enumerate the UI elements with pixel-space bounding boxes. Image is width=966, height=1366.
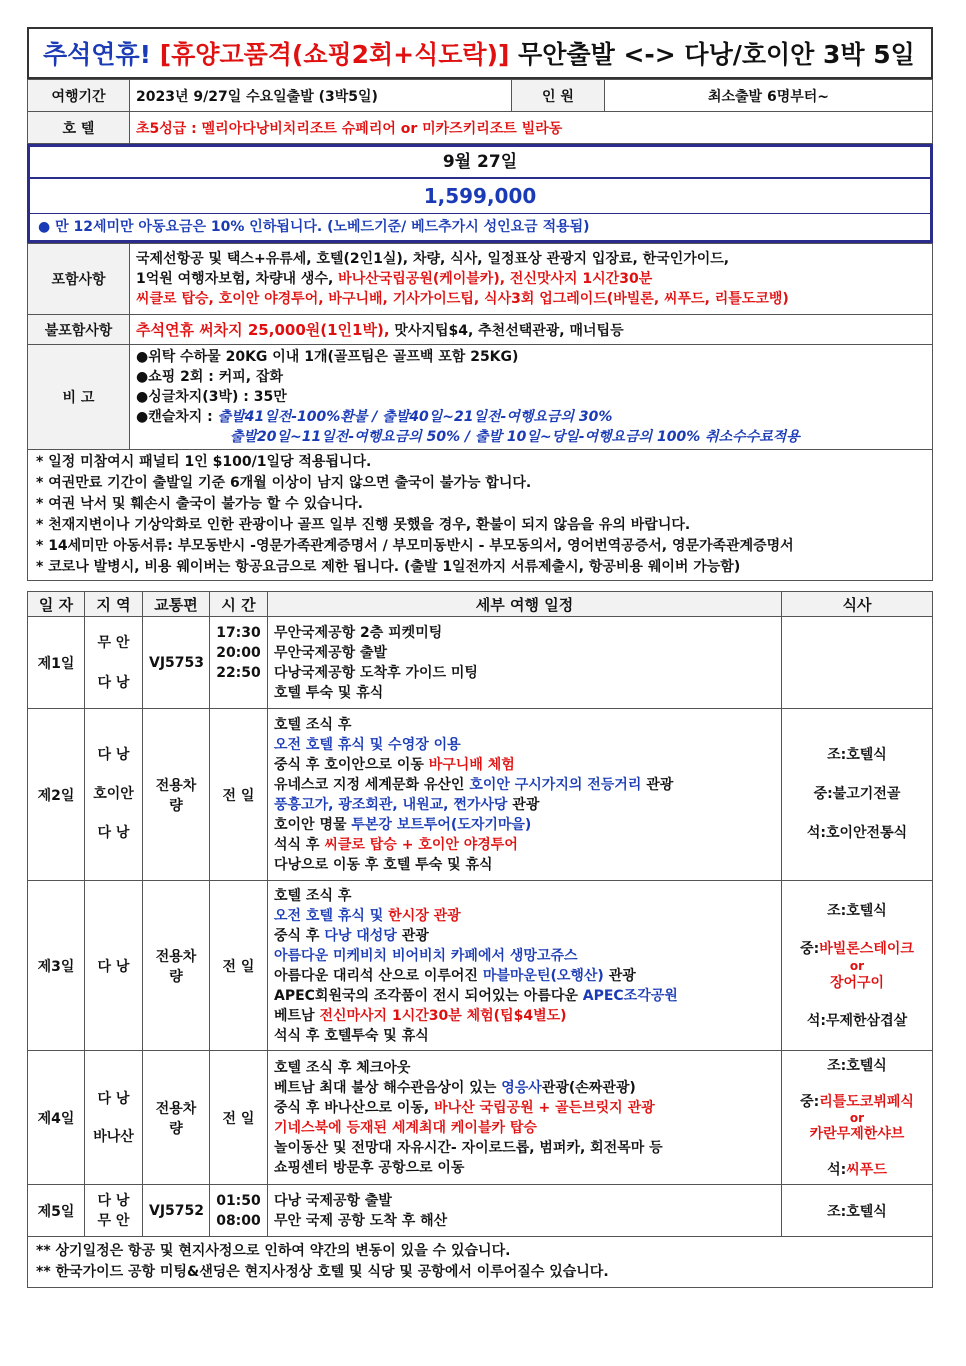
- itinerary-document: [27, 27, 933, 1288]
- notice-item: * 천재지변이나 기상악화로 인한 관광이나 골프 일부 진행 못했을 경우, 환불이 되지 않음을 유의 바랍니다.: [36, 517, 691, 533]
- remarks-label: 비 고: [28, 345, 130, 450]
- day-label: 제1일: [28, 617, 85, 709]
- excluded-label: 불포함사항: [28, 315, 130, 345]
- notice-item: * 코로나 발병시, 비용 웨이버는 항공요금으로 제한 됩니다. (출발 1일전까지 서류제출시, 항공비용 웨이버 가능함): [36, 559, 741, 575]
- hotel-value: 초5성급 : 멜리아다낭비치리조트 슈페리어 or 미카즈키리조트 빌라동: [130, 112, 933, 144]
- day-label: 제3일: [28, 881, 85, 1051]
- meal: 조:호텔식 중:리틀도코뷔페식 or 카란무제한샤브 석:씨푸드: [782, 1051, 933, 1185]
- remarks-list: [130, 345, 933, 450]
- notice-item: * 여권 낙서 및 훼손시 출국이 불가능 할 수 있습니다.: [36, 496, 363, 512]
- people-value: 최소출발 6명부터~: [605, 80, 933, 112]
- col-transport: 교통편: [143, 592, 210, 617]
- times: 17:30 20:00 22:50: [210, 617, 268, 709]
- period-value: 2023년 9/27일 수요일출발 (3박5일): [130, 80, 512, 112]
- detail: 호텔 조식 후 오전 호텔 휴식 및 수영장 이용 중식 후 호이안으로 이동 바구니배 체험 유네스코 지정 세계문화 유산인 호이안 구시가지의 전등거리 관광 풍흥고가, 광조회관, 내원교, 쩐가사당 관광 호이안 명물 투본강 보트투어(도자기마을) 석식 후 씨클로 탑승 + 호이안 야경투어 다낭으로 이동 후 호텔 투숙 및 휴식: [268, 709, 782, 881]
- detail: 호텔 조식 후 체크아웃 베트남 최대 불상 해수관음상이 있는 영응사관광(손짜관광) 중식 후 바나산으로 이동, 바나산 국립공원 + 골든브릿지 관광 기네스북에 등재된 세계최대 케이블카 탑승 놀이동산 및 전망대 자유시간- 자이로드롭, 범퍼카, 회전목마 등 쇼핑센터 방문후 공항으로 이동: [268, 1051, 782, 1185]
- included-line2: 1억원 여행자보험, 차량내 생수, 바나산국립공원(케이블카), 전신맛사지 1시간30분: [136, 271, 653, 287]
- price-block: [27, 144, 933, 243]
- time: 전 일: [210, 1051, 268, 1185]
- remark-single-charge: ●싱글차지(3박) : 35만: [136, 389, 287, 405]
- remark-cancel-charge: ●캔슬차지 : 출발41일전-100%환불 / 출발40일~21일전-여행요금의 30%: [136, 409, 613, 425]
- schedule-row-day5: [28, 1185, 933, 1237]
- times: 01:50 08:00: [210, 1185, 268, 1237]
- included-label: 포함사항: [28, 244, 130, 315]
- hotel-label: 호 텔: [28, 112, 130, 144]
- footer-note: ** 한국가이드 공항 미팅&샌딩은 현지사정상 호텔 및 식당 및 공항에서 이루어질수 있습니다.: [36, 1264, 609, 1280]
- region: 다 낭: [85, 881, 143, 1051]
- detail: 호텔 조식 후 오전 호텔 휴식 및 한시장 관광 중식 후 다낭 대성당 관광 아름다운 미케비치 비어비치 카페에서 생망고쥬스 아름다운 대리석 산으로 이루어진 마블마운틴(오행산) 관광 APEC회원국의 조각품이 전시 되어있는 아름다운 APEC조각공원 베트남 전신마사지 1시간30분 체험(팁$4별도) 석식 후 호텔투숙 및 휴식: [268, 881, 782, 1051]
- schedule-row-day4: [28, 1051, 933, 1185]
- detail: 다낭 국제공항 출발 무안 국제 공항 도착 후 해산: [268, 1185, 782, 1237]
- col-day: 일 자: [28, 592, 85, 617]
- time: 전 일: [210, 881, 268, 1051]
- included-list: [130, 244, 933, 315]
- notice-item: * 여권만료 기간이 출발일 기준 6개월 이상이 남지 않으면 출국이 불가능 합니다.: [36, 475, 532, 491]
- col-detail: 세부 여행 일정: [268, 592, 782, 617]
- day-label: 제4일: [28, 1051, 85, 1185]
- departure-date: 9월 27일: [30, 147, 930, 179]
- meal: 조:호텔식: [782, 1185, 933, 1237]
- meal: [782, 617, 933, 709]
- title-part2: [휴양고품격(쇼핑2회+식도락)]: [159, 40, 510, 69]
- price-amount: 1,599,000: [30, 179, 930, 214]
- included-line3: 씨클로 탑승, 호이안 야경투어, 바구니배, 기사가이드팁, 식사3회 업그레이드(바빌론, 씨푸드, 리틀도코뱅): [136, 291, 789, 307]
- schedule-row-day1: [28, 617, 933, 709]
- schedule-row-day3: [28, 881, 933, 1051]
- flight-number: VJ5752: [143, 1185, 210, 1237]
- region: 다 낭 무 안: [85, 1185, 143, 1237]
- info-table: [27, 79, 933, 144]
- included-line1: 국제선항공 및 택스+유류세, 호텔(2인1실), 차량, 식사, 일정표상 관광지 입장료, 한국인가이드,: [136, 251, 730, 267]
- col-meal: 식사: [782, 592, 933, 617]
- schedule-row-day2: [28, 709, 933, 881]
- day-label: 제2일: [28, 709, 85, 881]
- spacer: [27, 581, 933, 591]
- transport: 전용차량: [143, 709, 210, 881]
- notice-item: * 14세미만 아동서류: 부모동반시 -영문가족관계증명서 / 부모미동반시 - 부모동의서, 영어번역공증서, 영문가족관계증명서: [36, 538, 794, 554]
- meal: 조:호텔식 중:바빌론스테이크 or 장어구이 석:무제한삼겹살: [782, 881, 933, 1051]
- title-part1: 추석연휴!: [43, 40, 152, 69]
- region: 무 안 다 낭: [85, 617, 143, 709]
- footer-notes: [27, 1237, 933, 1288]
- notice-list: [27, 450, 933, 581]
- conditions-table: [27, 243, 933, 450]
- region: 다 낭 호이안 다 낭: [85, 709, 143, 881]
- remark-cancel-charge-2: 출발20일~11일전-여행요금의 50% / 출발 10일~당일-여행요금의 100% 취소수수료적용: [230, 429, 800, 445]
- region: 다 낭 바나산: [85, 1051, 143, 1185]
- col-region: 지 역: [85, 592, 143, 617]
- title-bar: [27, 27, 933, 79]
- col-time: 시 간: [210, 592, 268, 617]
- meal: 조:호텔식 중:불고기전골 석:호이안전통식: [782, 709, 933, 881]
- excluded-list: 추석연휴 써차지 25,000원(1인1박), 맛사지팁$4, 추천선택관광, 매너팁등: [130, 315, 933, 345]
- footer-note: ** 상기일정은 항공 및 현지사정으로 인하여 약간의 변동이 있을 수 있습니다.: [36, 1243, 511, 1259]
- remark-baggage: ●위탁 수하물 20KG 이내 1개(골프팀은 골프백 포함 25KG): [136, 349, 519, 365]
- period-label: 여행기간: [28, 80, 130, 112]
- child-price-note: ● 만 12세미만 아동요금은 10% 인하됩니다. (노베드기준/ 베드추가시 성인요금 적용됨): [38, 219, 590, 235]
- day-label: 제5일: [28, 1185, 85, 1237]
- transport: 전용차량: [143, 881, 210, 1051]
- detail: 무안국제공항 2층 피켓미팅 무안국제공항 출발 다낭국제공항 도착후 가이드 미팅 호텔 투숙 및 휴식: [268, 617, 782, 709]
- schedule-table: [27, 591, 933, 1237]
- flight-number: VJ5753: [143, 617, 210, 709]
- notice-item: * 일정 미참여시 패널티 1인 $100/1일당 적용됩니다.: [36, 454, 372, 470]
- time: 전 일: [210, 709, 268, 881]
- title-part3: 무안출발 <-> 다낭/호이안 3박 5일: [518, 40, 915, 69]
- people-label: 인 원: [512, 80, 605, 112]
- remark-shopping: ●쇼핑 2회 : 커피, 잡화: [136, 369, 284, 385]
- transport: 전용차량: [143, 1051, 210, 1185]
